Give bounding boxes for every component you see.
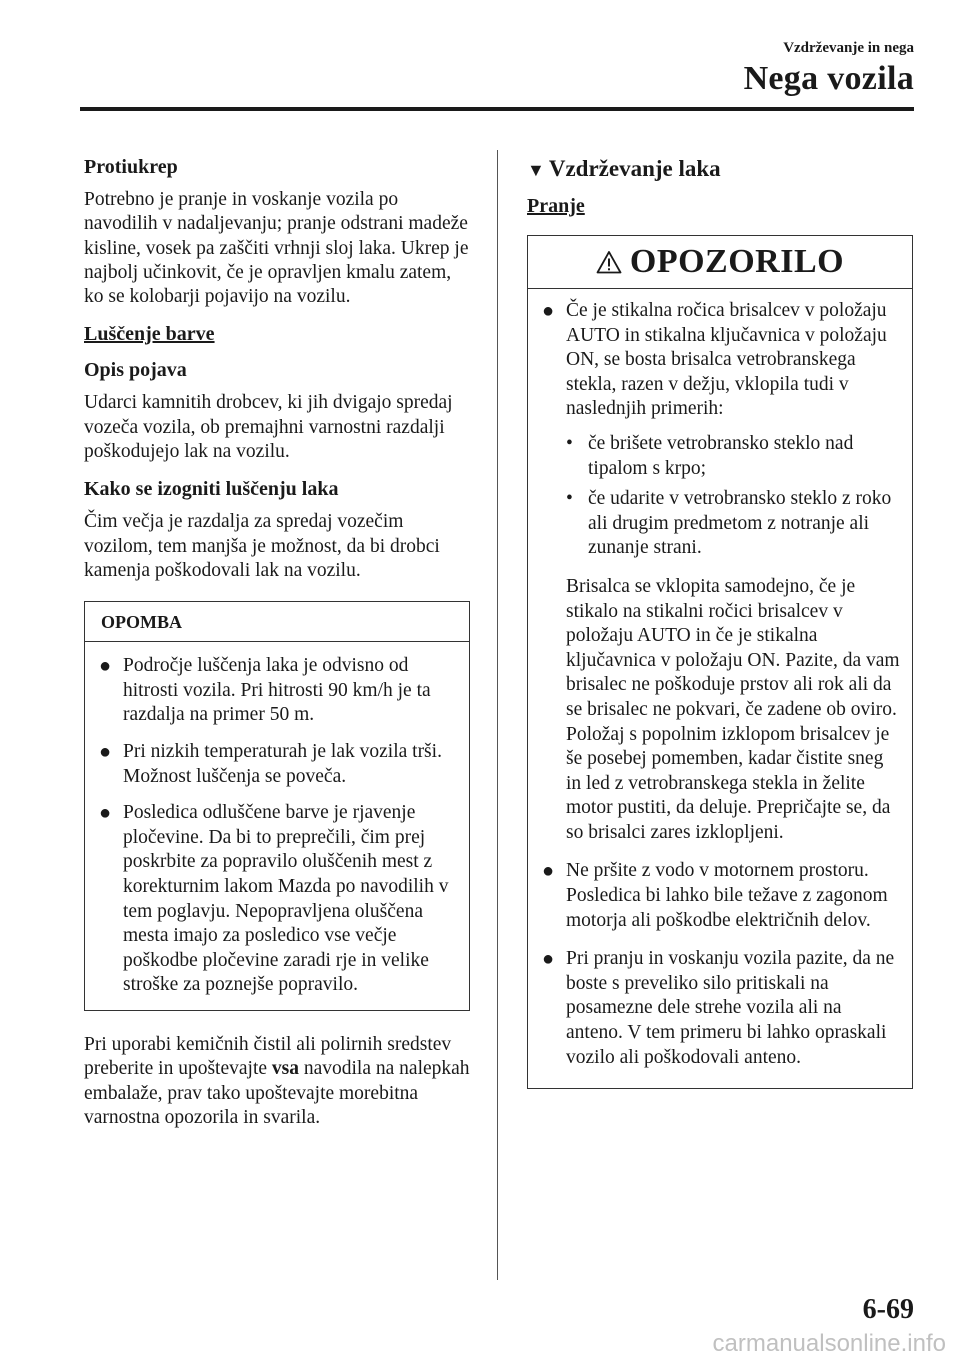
warning-header [528, 236, 912, 289]
bullet-icon: ● [99, 655, 112, 678]
heading-opis-pojava: Opis pojava [84, 359, 187, 382]
paragraph-chemicals: Pri uporabi kemičnih čistil ali polirnih sredstev preberite in upoštevajte vsa navodila na nalepkah embalaže, prav tako upoštevajte morebitna varnostna opozorila in svarila. [84, 1033, 470, 1128]
warning-item: ● Ne pršite z vodo v motornem prostoru. Posledica bi lahko bile težave z zagonom motorja ali poškodbe električnih delov. [542, 859, 900, 933]
warning-triangle-icon [596, 250, 622, 274]
bullet-icon: ● [99, 741, 112, 764]
column-divider [497, 150, 498, 1280]
header-rule [80, 107, 914, 111]
warning-box [527, 235, 913, 1089]
sub-item: • če udarite v vetrobransko steklo z roko ali drugim predmetom z notranje ali zunanje strani. [566, 487, 900, 561]
bullet-icon: ● [542, 300, 555, 322]
heading-kako: Kako se izogniti luščenju laka [84, 478, 339, 501]
paragraph-kako: Čim večja je razdalja za spredaj vozečim vozilom, tem manjša je možnost, da bi drobci kamenja poškodovali lak na vozilu. [84, 511, 440, 581]
heading-protiukrep: Protiukrep [84, 156, 178, 178]
chapter-label: Vzdrževanje in nega [783, 40, 914, 56]
paragraph-opis: Udarci kamnitih drobcev, ki jih dvigajo spredaj vozeča vozila, ob premajhni varnostni razdalji poškodujejo lak na vozilu. [84, 392, 453, 463]
bullet-icon: ● [542, 948, 555, 971]
bullet-icon: ● [99, 802, 112, 825]
note-title: OPOMBA [85, 602, 469, 642]
warning-paragraph: Brisalca se vklopita samodejno, če je stikalo na stikalni ročici brisalcev v položaju AUTO in če je stikalna ključavnica v položaju ON. Pazite, da vam brisalec ne poškoduje prstov ali rok ali da se brisalec ne pokvari, če zadene ob oviro. [566, 575, 900, 720]
bullet-icon: ● [542, 860, 555, 883]
subheading-pranje: Pranje [527, 195, 585, 217]
note-box [84, 601, 470, 1011]
paragraph-protiukrep: Potrebno je pranje in voskanje vozila po navodilih v nadaljevanju; pranje odstrani madeže kisline, vosek pa zaščiti vrhnji sloj laka. Ukrep je najbolj učinkovit, če je opravljen kmalu zatem, ko se kolobarji pojavijo na vozilu. [84, 189, 469, 308]
page-title: Nega vozila [743, 60, 914, 97]
note-item: ● Pri nizkih temperaturah je lak vozila trši. Možnost luščenja se poveča. [85, 728, 469, 789]
warning-title: OPOZORILO [629, 243, 845, 280]
watermark: carmanualsonline.info [712, 1330, 946, 1357]
warning-item: ● Pri pranju in voskanju vozila pazite, da ne boste s preveliko silo pritiskali na posamezne dele strehe vozila ali na anteno. V tem primeru bi lahko opraskali vozilo ali poškodovali anteno. [542, 947, 900, 1070]
bullet-icon: • [566, 488, 573, 510]
note-item: ● Področje luščenja laka je odvisno od hitrosti vozila. Pri hitrosti 90 km/h je ta razdalja na primer 50 m. [85, 642, 469, 728]
heading-luscenje-barve: Luščenje barve [84, 323, 215, 346]
note-item: ● Posledica odluščene barve je rjavenje pločevine. Da bi to preprečili, čim prej poskrbite za popravilo oluščenih mest z korekturnim lakom Mazda po navodilih v tem poglavju. Nepopravljena oluščena mesta imajo za posledico vse večje poškodbe pločevine zaradi rje in velike stroške za poznejše popravilo. [85, 789, 469, 1010]
left-column [84, 152, 474, 1140]
warning-body [528, 289, 912, 1088]
section-title: ▼ Vzdrževanje laka [527, 156, 721, 181]
warning-item: ● Če je stikalna ročica brisalcev v položaju AUTO in stikalna ključavnica v položaju ON, se bosta brisalca vetrobranskega stekla, razen v dežju, vklopila tudi v naslednjih primerih: • če brišete vetrobransko steklo nad tipalom s krpo; • če udarite v vetrobransko steklo z roko ali drugim predmetom z notranje ali zunanje strani. Brisalca se vklopita samodejno, če je stikalo na stikalni ročici brisalcev v položaju AUTO in če je stikalna ključavnica v položaju ON. Pazite, da vam brisalec ne poškoduje prstov ali rok ali da se brisalec ne pokvari, če zadene ob oviro. Položaj s popolnim izklopom brisalcev je še posebej pomemben, kadar čistite sneg in led z vetrobranskega stekla in želite motor pustiti, da deluje. Prepričajte se, da so brisalci zares izklopljeni. [542, 299, 900, 845]
bullet-icon: • [566, 432, 573, 454]
page-number: 6-69 [862, 1294, 914, 1325]
warning-paragraph: Položaj s popolnim izklopom brisalcev je še posebej pomemben, kadar čistite sneg in led z vetrobranskega stekla in želite motor pustiti, da deluje. Prepričajte se, da so brisalci zares izklopljeni. [566, 723, 891, 843]
right-column [527, 152, 917, 1089]
triangle-down-icon: ▼ [527, 160, 545, 180]
sub-item: • če brišete vetrobransko steklo nad tipalom s krpo; [566, 432, 900, 481]
